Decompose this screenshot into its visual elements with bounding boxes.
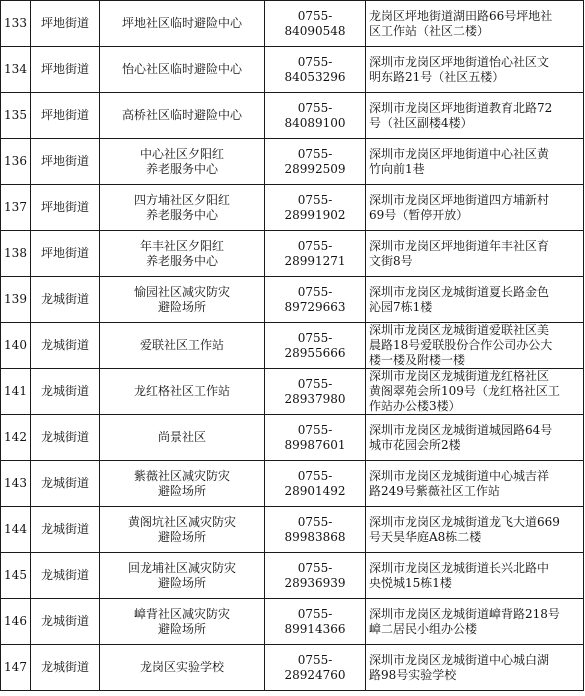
address-line: 沁园7栋1楼: [369, 299, 433, 314]
shelter-name: [100, 461, 265, 507]
phone-number: 0755-89729663: [265, 277, 366, 323]
shelter-name-line: 黄阁坑社区减灾防灾: [127, 514, 236, 529]
table-row: [1, 93, 584, 139]
shelter-name-line: 养老服务中心: [145, 161, 218, 176]
phone-number: 0755-28992509: [265, 139, 366, 185]
address: [366, 645, 584, 691]
address-line: 作站办公楼3楼）: [369, 399, 461, 413]
street-name: 龙城街道: [31, 553, 100, 599]
address-line: 晨路18号爱联股份合作公司办公大: [369, 338, 553, 352]
shelter-name-line: 避险场所: [157, 621, 206, 636]
shelter-name-line: 爱联社区工作站: [139, 338, 224, 352]
address: [366, 277, 584, 323]
address: [366, 553, 584, 599]
shelter-name: [100, 323, 265, 369]
shelter-name-line: 避险场所: [157, 483, 206, 498]
shelter-name-line: 四方埔社区夕阳红: [133, 192, 230, 207]
phone-number: 0755-89914366: [265, 599, 366, 645]
table-row: [1, 139, 584, 185]
shelter-name: [100, 277, 265, 323]
table-row: [1, 645, 584, 691]
address-line: 深圳市龙岗区龙城街道中心城吉祥: [369, 468, 550, 483]
row-number: 137: [1, 185, 31, 231]
phone-number: 0755-28955666: [265, 323, 366, 369]
table-row: [1, 461, 584, 507]
street-name: 龙城街道: [31, 415, 100, 461]
table-row: [1, 507, 584, 553]
table-row: [1, 1, 584, 47]
shelter-name: [100, 553, 265, 599]
phone-number: 0755-89987601: [265, 415, 366, 461]
address-line: 龙岗区坪地街道湖田路66号坪地社: [369, 8, 553, 23]
address: [366, 139, 584, 185]
table-row: [1, 369, 584, 415]
shelter-name-line: 尚景社区: [157, 430, 206, 444]
street-name: 龙城街道: [31, 277, 100, 323]
phone-number: 0755-28924760: [265, 645, 366, 691]
shelter-table-body: [1, 1, 584, 691]
address-line: 号（社区副楼4楼）: [369, 115, 473, 130]
street-name: 龙城街道: [31, 461, 100, 507]
phone-number: 0755-84053296: [265, 47, 366, 93]
address: [366, 47, 584, 93]
shelter-name: [100, 369, 265, 415]
address: [366, 461, 584, 507]
table-row: [1, 47, 584, 93]
table-row: [1, 599, 584, 645]
phone-number: 0755-84090548: [265, 1, 366, 47]
street-name: 坪地街道: [31, 231, 100, 277]
shelter-name: [100, 185, 265, 231]
address-line: 楼一楼及附楼一楼: [369, 353, 466, 367]
address-line: 文街8号: [369, 253, 413, 268]
shelter-name: [100, 415, 265, 461]
address-line: 深圳市龙岗区龙城街道城园路64号: [369, 422, 553, 437]
shelter-name: [100, 93, 265, 139]
street-name: 坪地街道: [31, 185, 100, 231]
address-line: 深圳市龙岗区龙城街道中心城白湖: [369, 652, 550, 667]
table-row: [1, 185, 584, 231]
shelter-name-line: 避险场所: [157, 575, 206, 590]
phone-number: 0755-28991902: [265, 185, 366, 231]
shelter-name-line: 中心社区夕阳红: [139, 146, 224, 161]
shelter-name: [100, 47, 265, 93]
address-line: 明东路21号（社区五楼）: [369, 69, 505, 84]
row-number: 142: [1, 415, 31, 461]
address-line: 区工作站（社区二楼）: [369, 23, 490, 38]
row-number: 146: [1, 599, 31, 645]
address-line: 深圳市龙岗区坪地街道教育北路72: [369, 100, 553, 115]
address: [366, 231, 584, 277]
address-line: 深圳市龙岗区龙城街道夏长路金色: [369, 284, 550, 299]
street-name: 坪地街道: [31, 1, 100, 47]
row-number: 140: [1, 323, 31, 369]
address-line: 号天昊华庭A8栋二楼: [369, 529, 482, 544]
shelter-name-line: 避险场所: [157, 299, 206, 314]
table-row: [1, 553, 584, 599]
street-name: 龙城街道: [31, 323, 100, 369]
row-number: 136: [1, 139, 31, 185]
address: [366, 323, 584, 369]
street-name: 龙城街道: [31, 599, 100, 645]
street-name: 龙城街道: [31, 369, 100, 415]
phone-number: 0755-28991271: [265, 231, 366, 277]
shelter-name-line: 嶂背社区减灾防灾: [133, 606, 230, 621]
row-number: 147: [1, 645, 31, 691]
row-number: 133: [1, 1, 31, 47]
shelter-name-line: 紫薇社区减灾防灾: [133, 468, 230, 483]
shelter-name-line: 龙岗区实验学校: [139, 660, 224, 674]
address-line: 深圳市龙岗区坪地街道年丰社区育: [369, 238, 550, 253]
address: [366, 599, 584, 645]
shelter-name-line: 养老服务中心: [145, 207, 218, 222]
address-line: 黄阁翠苑会所109号（龙红格社区工: [369, 384, 560, 398]
address-line: 深圳市龙岗区坪地街道中心社区黄: [369, 146, 550, 161]
address-line: 69号（暂停开放）: [369, 207, 469, 222]
shelter-name-line: 坪地社区临时避险中心: [121, 16, 242, 30]
table-row: [1, 323, 584, 369]
address-line: 嶂二居民小组办公楼: [369, 621, 478, 636]
address-line: 深圳市龙岗区龙城街道龙红格社区: [369, 369, 550, 383]
address: [366, 415, 584, 461]
shelter-name-line: 避险场所: [157, 529, 206, 544]
street-name: 龙城街道: [31, 507, 100, 553]
phone-number: 0755-28937980: [265, 369, 366, 415]
shelter-name: [100, 231, 265, 277]
address: [366, 185, 584, 231]
address: [366, 1, 584, 47]
phone-number: 0755-28936939: [265, 553, 366, 599]
street-name: 龙城街道: [31, 645, 100, 691]
street-name: 坪地街道: [31, 139, 100, 185]
shelter-name: [100, 645, 265, 691]
shelter-name-line: 愉园社区减灾防灾: [133, 284, 230, 299]
phone-number: 0755-84089100: [265, 93, 366, 139]
street-name: 坪地街道: [31, 47, 100, 93]
address-line: 竹向前1巷: [369, 161, 425, 176]
shelter-name-line: 回龙埔社区减灾防灾: [127, 560, 236, 575]
table-row: [1, 231, 584, 277]
street-name: 坪地街道: [31, 93, 100, 139]
row-number: 143: [1, 461, 31, 507]
address: [366, 93, 584, 139]
address-line: 深圳市龙岗区龙城街道爱联社区美: [369, 323, 550, 337]
row-number: 138: [1, 231, 31, 277]
phone-number: 0755-89983868: [265, 507, 366, 553]
address-line: 深圳市龙岗区龙城街道龙飞大道669: [369, 514, 560, 529]
address-line: 深圳市龙岗区龙城街道长兴北路中: [369, 560, 550, 575]
address: [366, 507, 584, 553]
shelter-name: [100, 599, 265, 645]
row-number: 135: [1, 93, 31, 139]
shelter-name: [100, 139, 265, 185]
address-line: 央悦城15栋1楼: [369, 575, 452, 590]
shelter-name: [100, 1, 265, 47]
shelter-name-line: 高桥社区临时避险中心: [121, 108, 242, 122]
address-line: 路249号紫薇社区工作站: [369, 483, 500, 498]
table-row: [1, 277, 584, 323]
address-line: 深圳市龙岗区坪地街道四方埔新村: [369, 192, 550, 207]
row-number: 139: [1, 277, 31, 323]
shelter-name-line: 年丰社区夕阳红: [139, 238, 224, 253]
address-line: 城市花园会所2楼: [369, 437, 461, 452]
row-number: 134: [1, 47, 31, 93]
address: [366, 369, 584, 415]
address-line: 路98号实验学校: [369, 667, 457, 682]
shelter-name-line: 怡心社区临时避险中心: [121, 62, 242, 76]
shelter-name-line: 养老服务中心: [145, 253, 218, 268]
row-number: 144: [1, 507, 31, 553]
row-number: 145: [1, 553, 31, 599]
table-row: [1, 415, 584, 461]
address-line: 深圳市龙岗区坪地街道怡心社区文: [369, 54, 550, 69]
row-number: 141: [1, 369, 31, 415]
address-line: 深圳市龙岗区龙城街道嶂背路218号: [369, 606, 560, 621]
phone-number: 0755-28901492: [265, 461, 366, 507]
shelter-name: [100, 507, 265, 553]
shelter-name-line: 龙红格社区工作站: [133, 384, 230, 398]
